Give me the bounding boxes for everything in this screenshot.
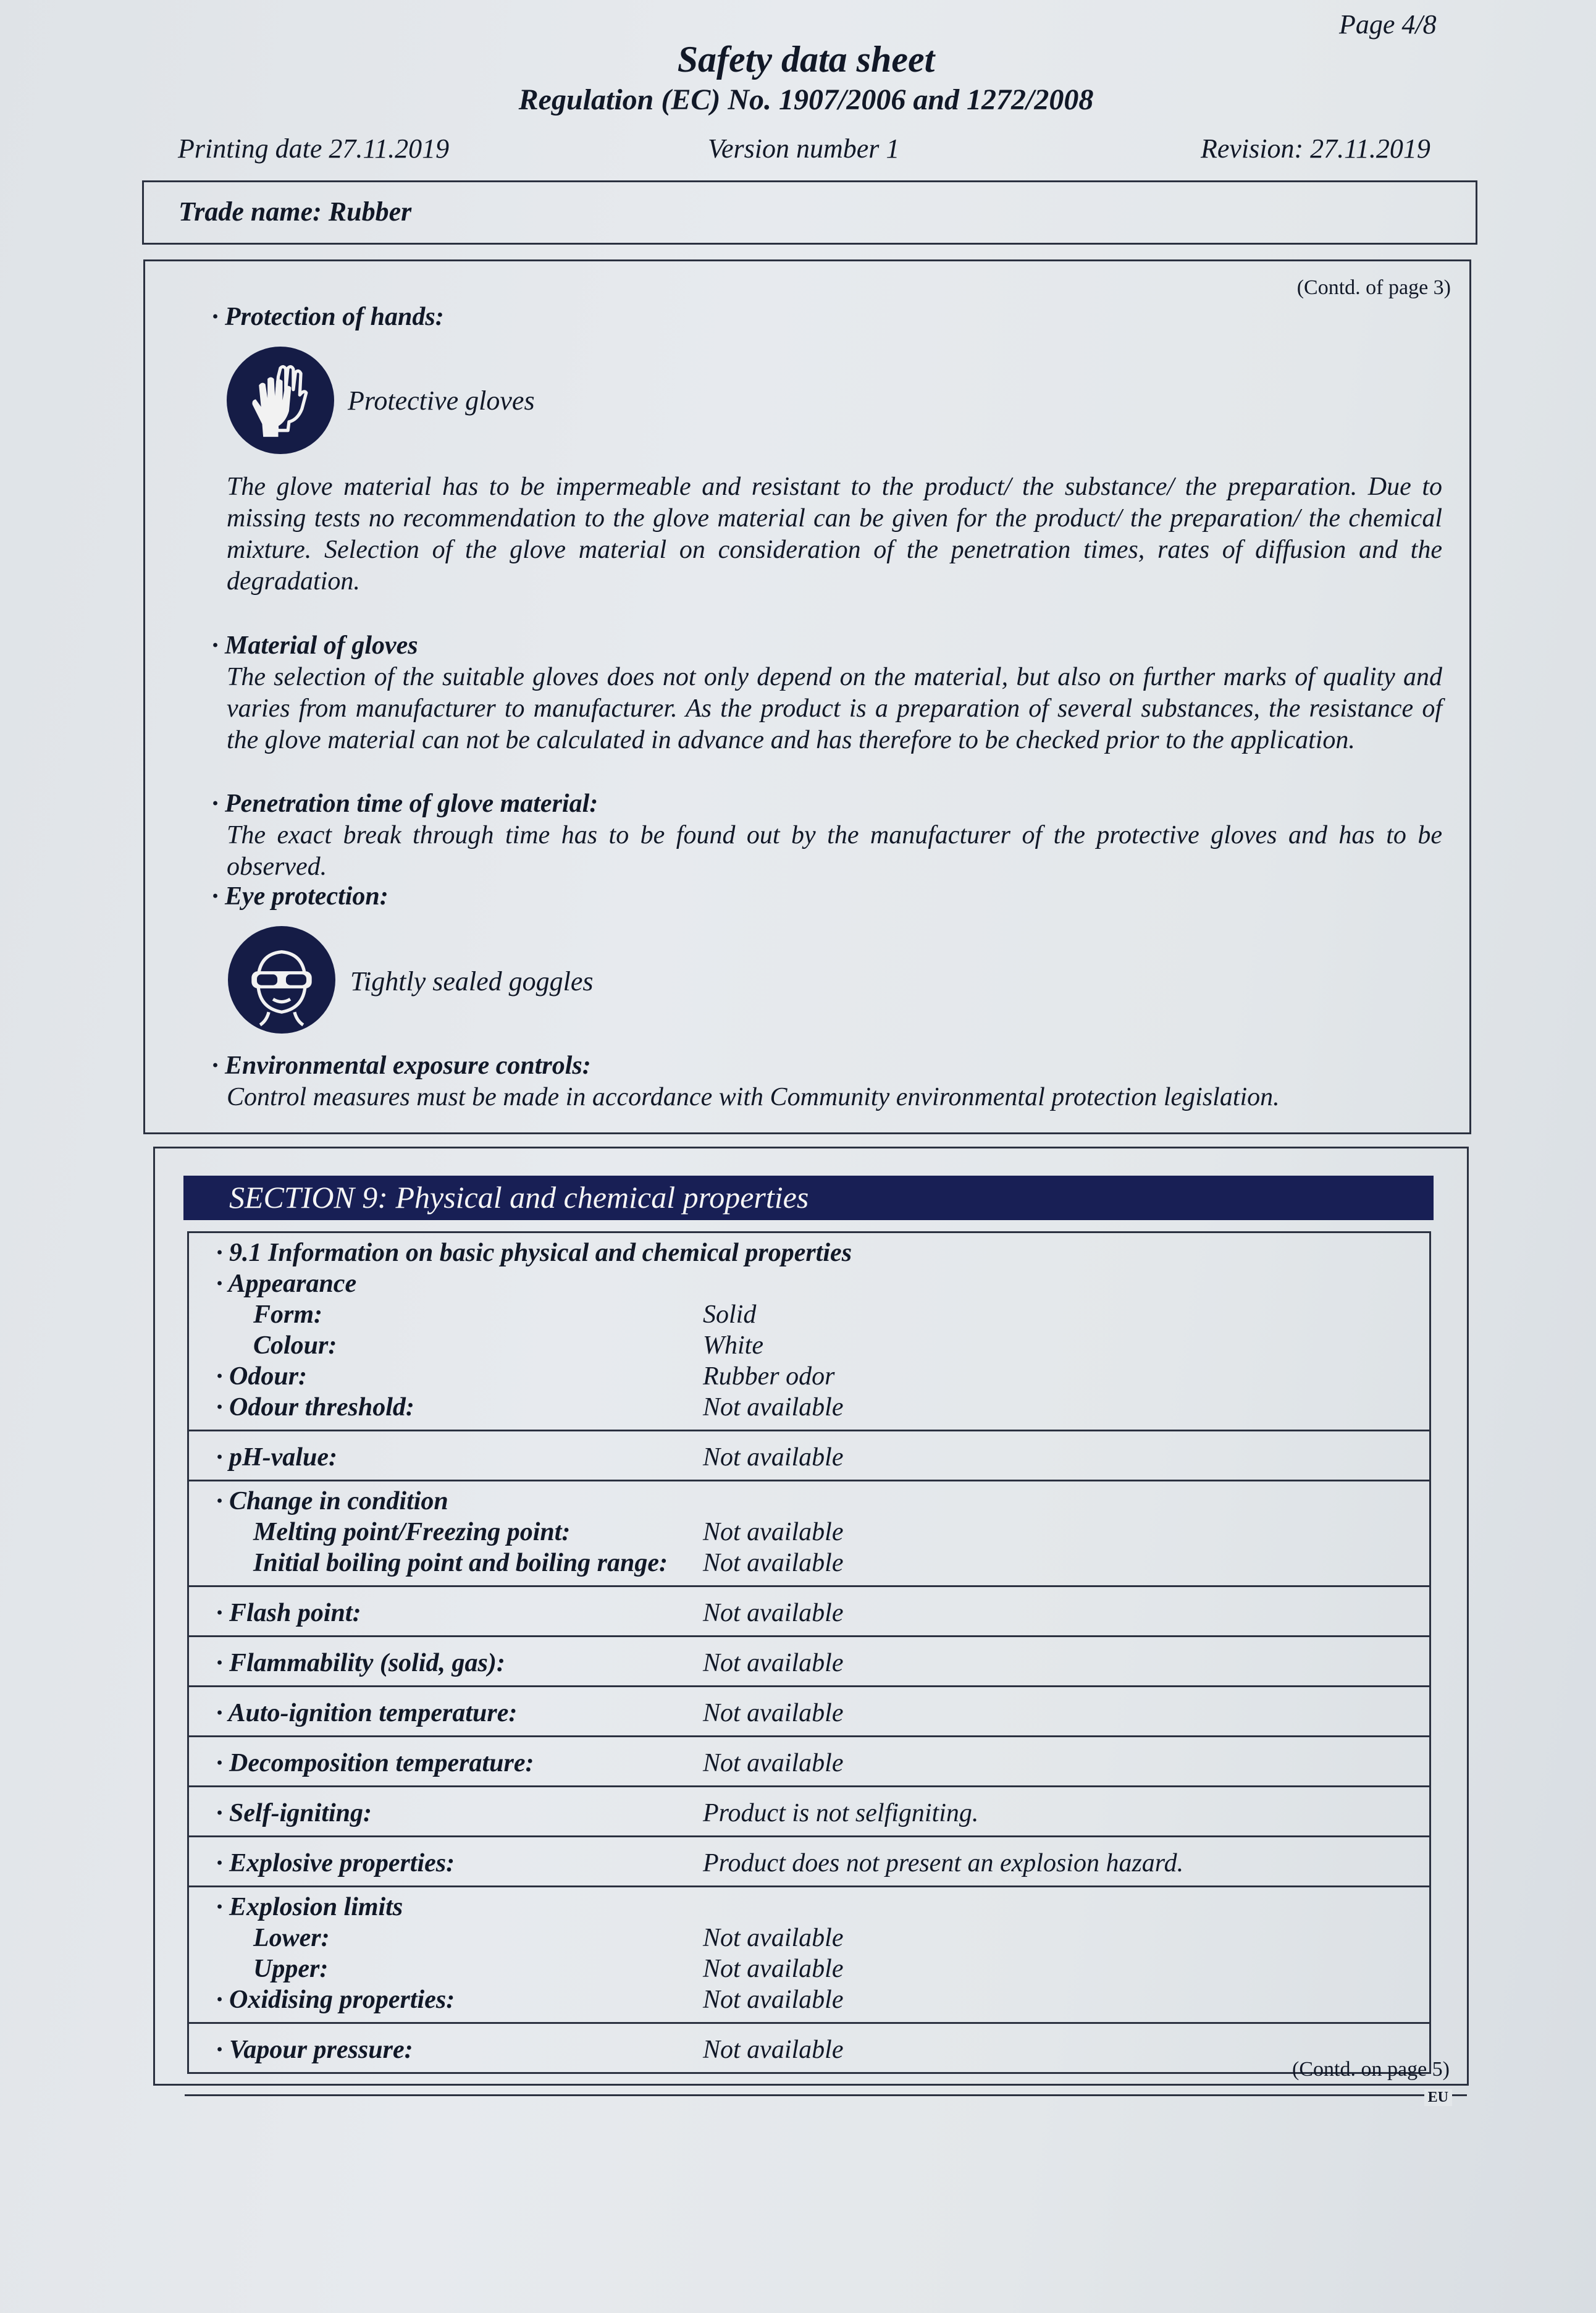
property-value: Not available <box>703 1649 844 1677</box>
property-group <box>187 1687 1431 1737</box>
property-label: · Odour: <box>216 1362 308 1391</box>
property-label: · Vapour pressure: <box>216 2036 413 2064</box>
property-group <box>187 1637 1431 1687</box>
property-group <box>187 1481 1431 1587</box>
environmental-controls-paragraph: Control measures must be made in accordance with Community environmental protection legislation. <box>227 1083 1280 1111</box>
property-label: · Change in condition <box>216 1487 448 1515</box>
penetration-time-paragraph: The exact break through time has to be found out by the manufacturer of the protective gloves and has to be observed. <box>227 821 1442 881</box>
property-line <box>189 1329 1429 1360</box>
property-value: Not available <box>703 1599 844 1627</box>
section9-box <box>153 1147 1469 2105</box>
footer-rule <box>185 2094 1467 2096</box>
property-label: · Odour threshold: <box>216 1393 414 1422</box>
property-line <box>189 2034 1429 2065</box>
property-line <box>189 1891 1429 1922</box>
property-line <box>189 1299 1429 1329</box>
property-line <box>189 1485 1429 1516</box>
property-value: Not available <box>703 1518 844 1546</box>
footer-code: EU <box>1424 2089 1452 2106</box>
revision-date: Revision: 27.11.2019 <box>1201 133 1430 164</box>
property-value: Not available <box>703 1443 844 1472</box>
property-group <box>187 1587 1431 1637</box>
property-value: Not available <box>703 1699 844 1727</box>
property-group <box>187 2024 1431 2074</box>
property-line <box>189 1697 1429 1728</box>
goggles-icon <box>228 926 335 1034</box>
property-label: · Flash point: <box>216 1599 361 1627</box>
glove-material-paragraph: The glove material has to be impermeable and resistant to the product/ the substance/ the preparation. Due to missing tests no recommendation to the glove material can be given for the product/ the preparation/ the chemical mixture. Selection of the glove material on consideration of the penetration times, rates of diffusion and the degradation. <box>227 473 1442 596</box>
property-label: · pH-value: <box>216 1443 337 1472</box>
property-label: Form: <box>253 1300 323 1329</box>
contd-from-note: (Contd. of page 3) <box>1296 276 1451 299</box>
property-label: Melting point/Freezing point: <box>253 1518 571 1546</box>
property-label: · Appearance <box>216 1270 357 1298</box>
property-value: Not available <box>703 1924 844 1952</box>
property-value: Rubber odor <box>703 1362 835 1391</box>
property-value: Solid <box>703 1300 757 1329</box>
property-label: · Decomposition temperature: <box>216 1749 534 1777</box>
penetration-time-heading: · Penetration time of glove material: <box>212 790 598 818</box>
eye-protection-heading: · Eye protection: <box>212 882 388 911</box>
property-group <box>187 1737 1431 1787</box>
property-label: Lower: <box>253 1924 330 1952</box>
goggles-symbol-label: Tightly sealed goggles <box>350 966 594 996</box>
property-line <box>189 1984 1429 2015</box>
property-line <box>189 1847 1429 1878</box>
property-label: · Explosion limits <box>216 1893 403 1921</box>
property-value: Not available <box>703 1986 844 2014</box>
property-label: Upper: <box>253 1955 329 1983</box>
trade-name: Trade name: Rubber <box>178 196 412 227</box>
property-label: · Self-igniting: <box>216 1799 372 1827</box>
property-line <box>189 1597 1429 1628</box>
property-value: Product is not selfigniting. <box>703 1799 979 1827</box>
property-value: White <box>703 1331 763 1360</box>
section9-title-bar <box>183 1176 1434 1220</box>
property-line <box>189 1647 1429 1678</box>
property-label: · Flammability (solid, gas): <box>216 1649 505 1677</box>
property-label: · Explosive properties: <box>216 1849 455 1877</box>
property-line <box>189 1360 1429 1391</box>
property-line <box>189 1953 1429 1984</box>
printing-date: Printing date 27.11.2019 <box>178 133 450 164</box>
material-of-gloves-heading: · Material of gloves <box>212 631 418 660</box>
property-value: Not available <box>703 1549 844 1577</box>
property-value: Product does not present an explosion hazard. <box>703 1849 1184 1877</box>
gloves-symbol-label: Protective gloves <box>348 386 535 416</box>
property-line <box>189 1547 1429 1578</box>
property-line <box>189 1391 1429 1422</box>
page-number: Page 4/8 <box>1339 9 1437 40</box>
property-line <box>189 1268 1429 1299</box>
property-value: Not available <box>703 2036 844 2064</box>
gloves-icon <box>227 347 334 454</box>
property-value: Not available <box>703 1955 844 1983</box>
contd-on-note: (Contd. on page 5) <box>1292 2058 1450 2081</box>
property-line <box>189 1797 1429 1828</box>
property-group <box>187 1231 1431 1431</box>
property-line <box>189 1747 1429 1778</box>
property-value: Not available <box>703 1393 844 1422</box>
property-label: Initial boiling point and boiling range: <box>253 1549 668 1577</box>
trade-name-box <box>142 180 1477 245</box>
property-label: · Oxidising properties: <box>216 1986 455 2014</box>
property-label: · Auto-ignition temperature: <box>216 1699 518 1727</box>
hands-heading: · Protection of hands: <box>212 303 444 331</box>
section8-continuation <box>143 259 1471 1134</box>
environmental-controls-heading: · Environmental exposure controls: <box>212 1051 591 1080</box>
property-label: Colour: <box>253 1331 337 1360</box>
document-title: Safety data sheet <box>677 39 935 80</box>
property-label: · 9.1 Information on basic physical and chemical properties <box>216 1239 852 1267</box>
regulation-line: Regulation (EC) No. 1907/2006 and 1272/2008 <box>518 83 1094 116</box>
property-group <box>187 1431 1431 1481</box>
property-line <box>189 1237 1429 1268</box>
version-number: Version number 1 <box>708 133 900 164</box>
property-group <box>187 1837 1431 1887</box>
property-group <box>187 1787 1431 1837</box>
properties-table <box>187 1231 1431 2074</box>
property-value: Not available <box>703 1749 844 1777</box>
property-line <box>189 1516 1429 1547</box>
property-line <box>189 1441 1429 1472</box>
property-line <box>189 1922 1429 1953</box>
property-group <box>187 1887 1431 2024</box>
material-of-gloves-paragraph: The selection of the suitable gloves does not only depend on the material, but also on further marks of quality and varies from manufacturer to manufacturer. As the product is a preparation of several substances, the resistance of the glove material can not be calculated in advance and has therefore to be checked prior to the application. <box>227 663 1442 754</box>
section9-title: SECTION 9: Physical and chemical properties <box>229 1180 809 1215</box>
